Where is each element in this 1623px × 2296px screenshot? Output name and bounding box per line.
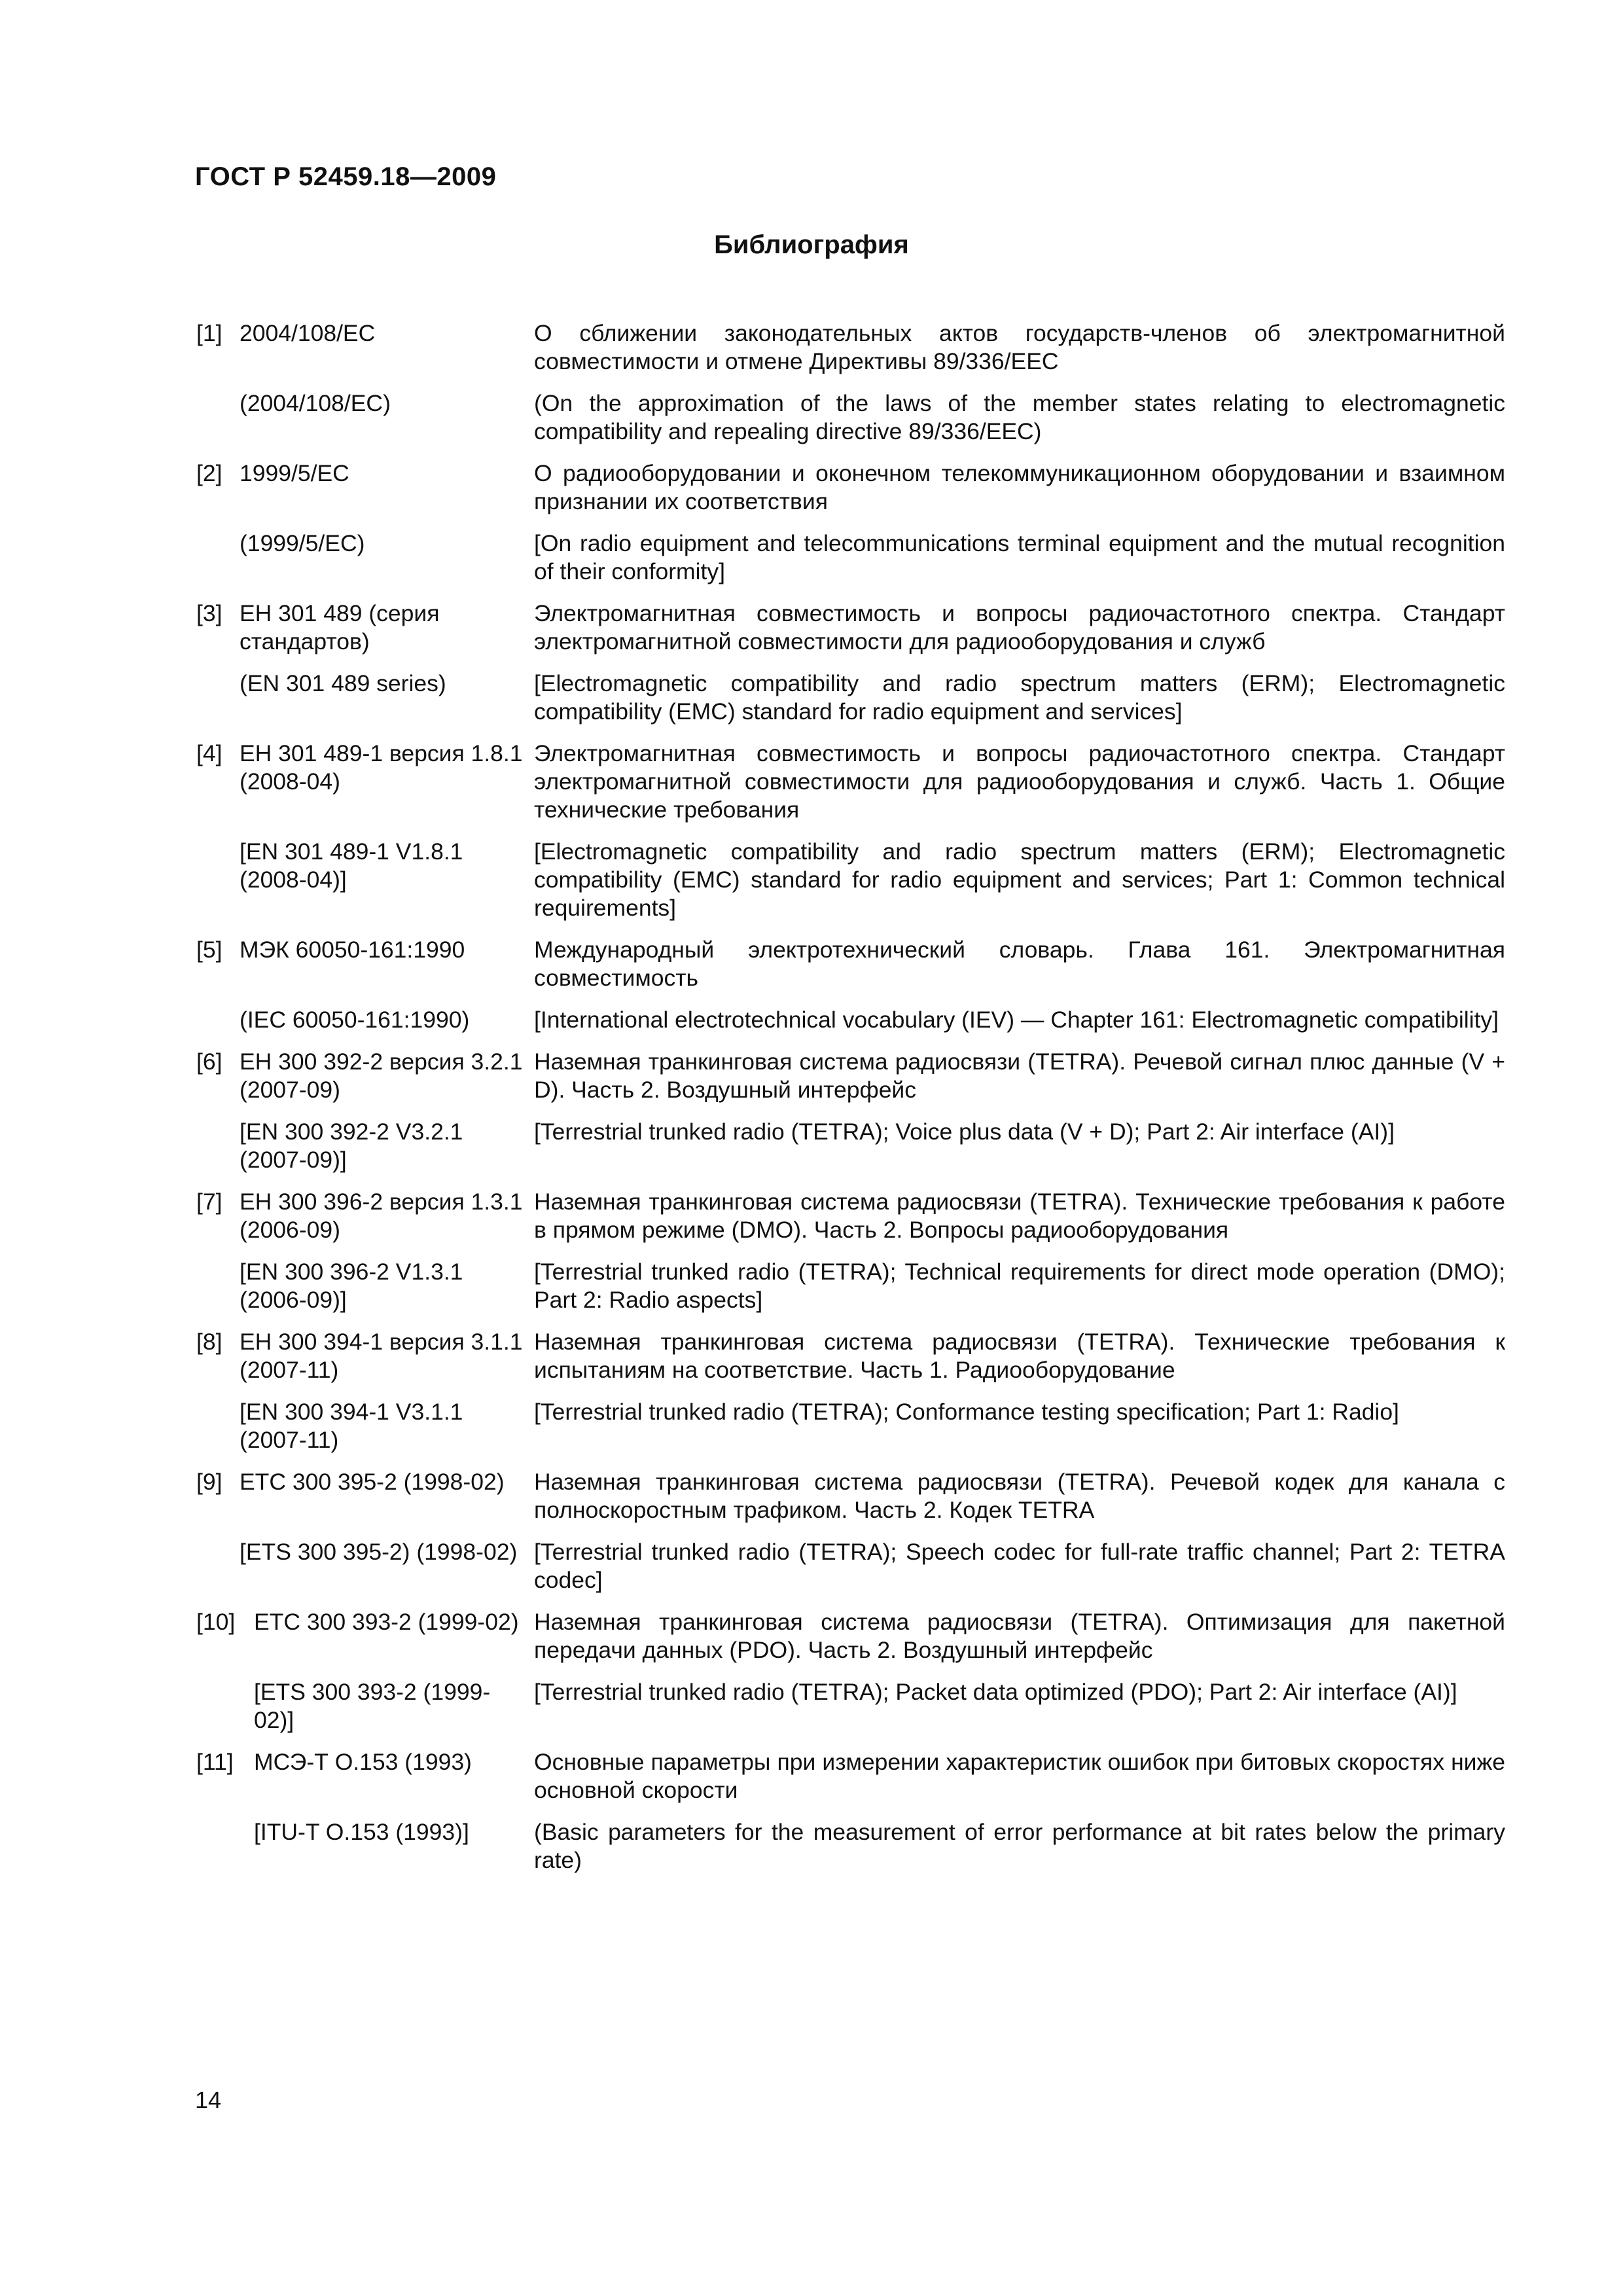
entry-code: ЕТС 300 393-2 (1999-02): [254, 1609, 519, 1635]
bibliography-entry-5: [196, 936, 1505, 1034]
entry-code: ЕН 300 394-1 версия 3.1.1 (2007-11): [240, 1329, 523, 1383]
entry-number: [4]: [196, 740, 223, 766]
entry-row: [196, 1748, 1505, 1804]
entry-description: Наземная транкинговая система радиосвязи (TETRA). Технические требования к работе в прямом режиме (DMO). Часть 2. Вопросы радиооборудования: [534, 1189, 1505, 1243]
entry-row-english: [196, 1118, 1505, 1174]
entry-row: [196, 1608, 1505, 1664]
entry-description-english: (Basic parameters for the measurement of error performance at bit rates below the primary rate): [534, 1819, 1505, 1873]
entry-description-english: (On the approximation of the laws of the member states relating to electromagnetic compatibility and repealing directive 89/336/EEC): [534, 390, 1505, 444]
entry-code-english: (EN 301 489 series): [240, 670, 446, 696]
entry-description: Наземная транкинговая система радиосвязи (TETRA). Речевой кодек для канала с полноскоростным трафиком. Часть 2. Кодек TETRA: [534, 1469, 1505, 1523]
entry-description-english: [Terrestrial trunked radio (TETRA); Speech codec for full-rate traffic channel; Part 2: TETRA codec]: [534, 1539, 1505, 1593]
entry-code-english: (1999/5/ЕС): [240, 530, 365, 556]
entry-number: [5]: [196, 937, 223, 963]
section-title: Библиография: [714, 230, 909, 259]
entry-number: [1]: [196, 320, 223, 346]
entry-number: [7]: [196, 1189, 223, 1215]
entry-description: Электромагнитная совместимость и вопросы радиочастотного спектра. Стандарт электромагнитной совместимости для радиооборудования и служб: [534, 600, 1505, 655]
entry-description: О сближении законодательных актов государств-членов об электромагнитной совместимости и отмене Директивы 89/336/ЕЕС: [534, 320, 1505, 374]
entry-code: ЕН 300 392-2 версия 3.2.1 (2007-09): [240, 1049, 523, 1103]
bibliography-entry-9: [196, 1468, 1505, 1594]
entry-description-english: [International electrotechnical vocabulary (IEV) — Chapter 161: Electromagnetic compatibility]: [534, 1007, 1499, 1033]
entry-row: [196, 459, 1505, 516]
entry-code-english: (2004/108/ЕС): [240, 390, 391, 416]
entry-description: Электромагнитная совместимость и вопросы радиочастотного спектра. Стандарт электромагнитной совместимости для радиооборудования и служб. Часть 1. Общие технические требования: [534, 740, 1505, 823]
entry-code-english: [EN 300 396-2 V1.3.1 (2006-09)]: [240, 1259, 463, 1313]
entry-row-english: [196, 670, 1505, 726]
entry-row-english: [196, 838, 1505, 922]
entry-description: Наземная транкинговая система радиосвязи (TETRA). Речевой сигнал плюс данные (V + D). Часть 2. Воздушный интерфейс: [534, 1049, 1505, 1103]
bibliography-entry-3: [196, 600, 1505, 726]
entry-description: Наземная транкинговая система радиосвязи (TETRA). Технические требования к испытаниям на соответствие. Часть 1. Радиооборудование: [534, 1329, 1505, 1383]
bibliography-entry-4: [196, 740, 1505, 922]
bibliography-entry-1: [196, 319, 1505, 446]
entry-code: ЕН 300 396-2 версия 1.3.1 (2006-09): [240, 1189, 523, 1243]
entry-row-english: [196, 1818, 1505, 1874]
bibliography-entry-10: [196, 1608, 1505, 1734]
entry-description-english: [On radio equipment and telecommunications terminal equipment and the mutual recognition of their conformity]: [534, 530, 1505, 584]
entry-code: ЕТС 300 395-2 (1998-02): [240, 1469, 505, 1495]
entry-row: [196, 936, 1505, 992]
entry-number: [11]: [196, 1749, 234, 1775]
entry-code: МСЭ-Т О.153 (1993): [254, 1749, 472, 1775]
entry-number: [6]: [196, 1049, 223, 1075]
entry-row: [196, 600, 1505, 656]
entry-description: О радиооборудовании и оконечном телекоммуникационном оборудовании и взаимном признании их соответствия: [534, 460, 1505, 514]
entry-row-english: [196, 1006, 1505, 1034]
entry-row-english: [196, 1678, 1505, 1734]
entry-code: 2004/108/ЕС: [240, 320, 376, 346]
entry-row-english: [196, 389, 1505, 446]
entry-description-english: [Terrestrial trunked radio (TETRA); Voice plus data (V + D); Part 2: Air interface (AI)]: [534, 1119, 1395, 1145]
entry-code: ЕН 301 489-1 версия 1.8.1 (2008-04): [240, 740, 523, 795]
entry-row: [196, 319, 1505, 376]
bibliography-list: [196, 319, 1505, 1888]
entry-description-english: [Terrestrial trunked radio (TETRA); Packet data optimized (PDO); Part 2: Air interface (AI)]: [534, 1679, 1457, 1705]
entry-description: Международный электротехнический словарь. Глава 161. Электромагнитная совместимость: [534, 937, 1505, 991]
entry-description-english: [Terrestrial trunked radio (TETRA); Conformance testing specification; Part 1: Radio]: [534, 1399, 1399, 1425]
entry-code-english: [ITU-T O.153 (1993)]: [254, 1819, 469, 1845]
entry-code-english: [EN 301 489-1 V1.8.1 (2008-04)]: [240, 838, 463, 893]
entry-code-english: [ETS 300 393-2 (1999-02)]: [254, 1679, 491, 1733]
page-number: 14: [195, 2087, 222, 2113]
entry-row: [196, 1468, 1505, 1524]
entry-code: ЕН 301 489 (серия стандартов): [240, 600, 440, 655]
document-header: ГОСТ Р 52459.18—2009: [195, 162, 497, 191]
entry-description-english: [Terrestrial trunked radio (TETRA); Technical requirements for direct mode operation (DMO); Part 2: Radio aspects]: [534, 1259, 1505, 1313]
entry-number: [10]: [196, 1609, 236, 1635]
entry-code: МЭК 60050-161:1990: [240, 937, 465, 963]
entry-code-english: [ETS 300 395-2) (1998-02): [240, 1539, 518, 1565]
entry-row: [196, 1048, 1505, 1104]
entry-number: [9]: [196, 1469, 223, 1495]
bibliography-entry-7: [196, 1188, 1505, 1314]
entry-description: Наземная транкинговая система радиосвязи (TETRA). Оптимизация для пакетной передачи данных (PDO). Часть 2. Воздушный интерфейс: [534, 1609, 1505, 1663]
entry-row: [196, 1188, 1505, 1244]
bibliography-entry-8: [196, 1328, 1505, 1454]
entry-code-english: (IEC 60050-161:1990): [240, 1007, 470, 1033]
entry-description: Основные параметры при измерении характеристик ошибок при битовых скоростях ниже основной скорости: [534, 1749, 1505, 1803]
bibliography-entry-6: [196, 1048, 1505, 1174]
entry-code-english: [EN 300 392-2 V3.2.1 (2007-09)]: [240, 1119, 463, 1173]
entry-row: [196, 740, 1505, 824]
entry-code-english: [EN 300 394-1 V3.1.1 (2007-11): [240, 1399, 463, 1453]
entry-row-english: [196, 1538, 1505, 1594]
entry-row-english: [196, 529, 1505, 586]
entry-number: [8]: [196, 1329, 223, 1355]
entry-row-english: [196, 1398, 1505, 1454]
bibliography-entry-11: [196, 1748, 1505, 1874]
entry-number: [2]: [196, 460, 223, 486]
entry-description-english: [Electromagnetic compatibility and radio spectrum matters (ERM); Electromagnetic compatibility (EMC) standard for radio equipment and services; Part 1: Common technical requirements]: [534, 838, 1505, 921]
bibliography-entry-2: [196, 459, 1505, 586]
entry-number: [3]: [196, 600, 223, 626]
entry-row: [196, 1328, 1505, 1384]
entry-description-english: [Electromagnetic compatibility and radio spectrum matters (ERM); Electromagnetic compatibility (EMC) standard for radio equipment and services]: [534, 670, 1505, 725]
entry-row-english: [196, 1258, 1505, 1314]
entry-code: 1999/5/ЕС: [240, 460, 349, 486]
